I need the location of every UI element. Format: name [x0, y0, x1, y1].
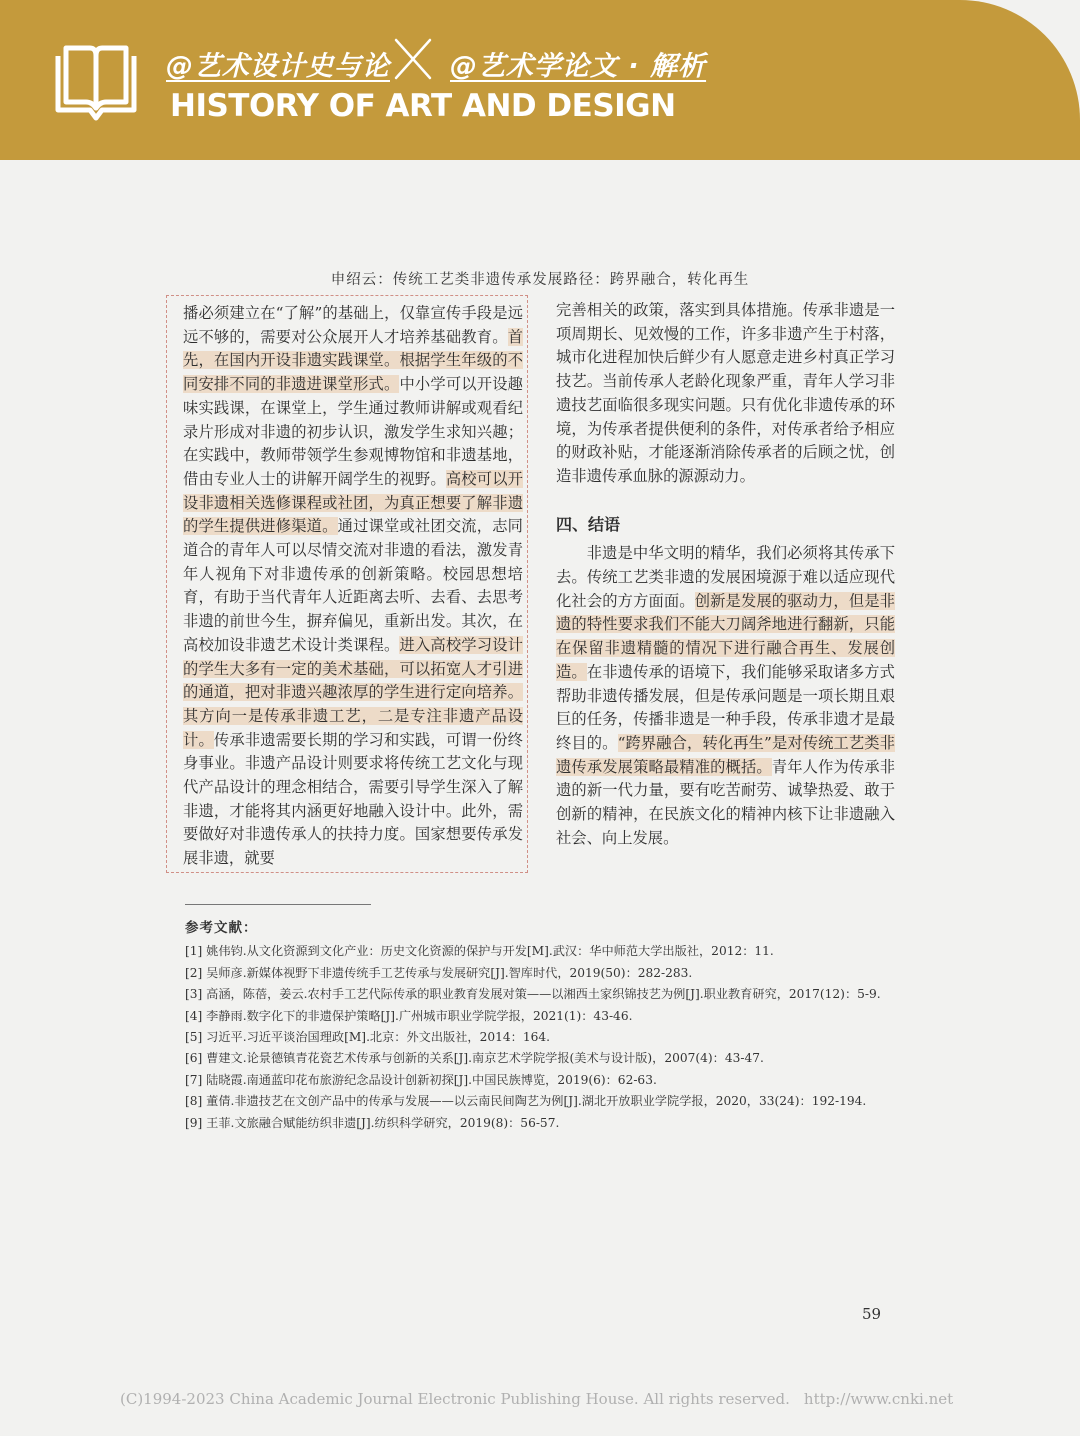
text-run: 传承非遗需要长期的学习和实践，可谓一份终身事业。非遗产品设计则要求将传统工艺文化与现代产品设计的理念相结合，需要引导学生深入了解非遗，才能将其内涵更好地融入设计中。此外，需要做好对非遗传承人的扶持力度。国家想要传承发展非遗，就要	[183, 730, 523, 868]
highlighted-text: 首先，在国内开设非遗实践课堂。根据学生年级的不同安排不同的非遗进课堂形式。	[183, 327, 523, 394]
text-run: 通过课堂或社团交流，志同道合的青年人可以尽情交流对非遗的看法，激发青年人视角下对非遗传承的创新策略。	[183, 517, 523, 583]
left-column-text	[183, 302, 523, 871]
section-title: 四、结语	[556, 514, 621, 534]
header-band	[0, 0, 1080, 160]
copyright-footer	[120, 1390, 953, 1408]
paragraph: 完善相关的政策，落实到具体措施。传承非遗是一项周期长、见效慢的工作，许多非遗产生于村落，城市化进程加快后鲜少有人愿意走进乡村真正学习技艺。当前传承人老龄化现象严重，青年人学习非遗技艺面临很多现实问题。只有优化非遗传承的环境，为传承者提供便利的条件，对传承者给予相应的财政补贴，才能逐渐消除传承者的后顾之忧，创造非遗传承血脉的源源动力。	[556, 301, 895, 485]
text-run: 非遗是中华文明的精华，我们必须将其传承下去。传统工艺类非遗的发展困境源于难以适应现代化社会的方方面面。	[556, 544, 895, 610]
text-run: 校园思想培育，有助于当代青年人近距离去听、去看、去思考非遗的前世今生，摒弃偏见，重新出发。其次，在高校加设非遗艺术设计类课程。	[183, 564, 523, 654]
reference-item: [5] 习近平.习近平谈治国理政[M].北京：外文出版社，2014：164.	[185, 1030, 550, 1045]
handle-right: @艺术学论文 · 解析	[450, 51, 707, 82]
reference-item: [1] 姚伟钧.从文化资源到文化产业：历史文化资源的保护与开发[M].武汉：华中师范大学出版社，2012：11.	[185, 944, 774, 959]
reference-item: [8] 董倩.非遗技艺在文创产品中的传承与发展——以云南民间陶艺为例[J].湖北开放职业学院学报，2020，33(24)：192-194.	[185, 1094, 867, 1109]
highlighted-text: 高校可以开设非遗相关选修课程或社团，为真正想要了解非遗的学生提供进修渠道。	[183, 469, 523, 536]
reference-item: [3] 高涵，陈蓓，姜云.农村手工艺代际传承的职业教育发展对策——以湘西土家织锦技艺为例[J].职业教育研究，2017(12)：5-9.	[185, 987, 881, 1002]
reference-item: [9] 王菲.文旅融合赋能纺织非遗[J].纺织科学研究，2019(8)：56-57.	[185, 1115, 560, 1130]
highlighted-text: 进入高校学习设计的学生大多有一定的美术基础，可以拓宽人才引进的通道，把对非遗兴趣浓厚的学生进行定向培养。	[183, 635, 523, 702]
text-run: 播必须建立在“了解”的基础上，仅靠宣传手段是远远不够的，需要对公众展开人才培养基础教育。	[183, 304, 523, 346]
highlighted-text: 创新是发展的驱动力，但是非遗的特性要求我们不能大刀阔斧地进行翻新，只能在保留非遗精髓的情况下进行融合再生、发展创造。	[556, 591, 895, 681]
reference-item: [2] 吴师彦.新媒体视野下非遗传统手工艺传承与发展研究[J].智库时代，2019(50)：282-283.	[185, 965, 693, 980]
handle-left: @艺术设计史与论	[166, 51, 390, 82]
right-column	[556, 299, 895, 850]
text-run: 青年人作为传承非遗的新一代力量，要有吃苦耐劳、诚挚热爱、敢于创新的精神，在民族文化的精神内核下让非遗融入社会、向上发展。	[556, 757, 895, 847]
text-run: 在非遗传承的语境下，我们能够采取诸多方式帮助非遗传播发展，但是传承问题是一项长期且艰巨的任务，传播非遗是一种手段，传承非遗才是最终目的。	[556, 662, 895, 752]
text-run: 中小学可以开设趣味实践课，在课堂上，学生通过教师讲解或观看纪录片形成对非遗的初步认识，激发学生求知兴趣；在实践中，教师带领学生参观博物馆和非遗基地，借由专业人士的讲解开阔学生的视野。	[183, 375, 523, 488]
running-head: 申绍云：传统工艺类非遗传承发展路径：跨界融合，转化再生	[330, 272, 750, 288]
highlighted-text: 其方向一是传承非遗工艺，二是专注非遗产品设计。	[183, 706, 523, 749]
cross-icon	[392, 36, 434, 82]
conclusion-paragraph	[556, 542, 895, 850]
left-column-frame	[166, 295, 528, 873]
footer-url[interactable]: http://www.cnki.net	[803, 1390, 954, 1408]
reference-item: [7] 陆晓霞.南通蓝印花布旅游纪念品设计创新初探[J].中国民族博览，2019(6)：62-63.	[185, 1072, 657, 1087]
references-title: 参考文献：	[185, 920, 258, 936]
reference-item: [6] 曹建文.论景德镇青花瓷艺术传承与创新的关系[J].南京艺术学院学报(美术与设计版)，2007(4)：43-47.	[185, 1051, 764, 1066]
references	[185, 918, 895, 1134]
copyright-text: (C)1994-2023 China Academic Journal Electronic Publishing House. All rights reserved.	[120, 1390, 790, 1408]
highlighted-text: “跨界融合，转化再生”是对传统工艺类非遗传承发展策略最精准的概括。	[556, 733, 895, 776]
reference-item: [4] 李静雨.数字化下的非遗保护策略[J].广州城市职业学院学报，2021(1)：43-46.	[185, 1008, 633, 1023]
reference-divider	[185, 904, 371, 905]
subtitle: HISTORY OF ART AND DESIGN	[170, 88, 676, 124]
page-number: 59	[862, 1305, 882, 1323]
book-icon	[50, 44, 142, 124]
